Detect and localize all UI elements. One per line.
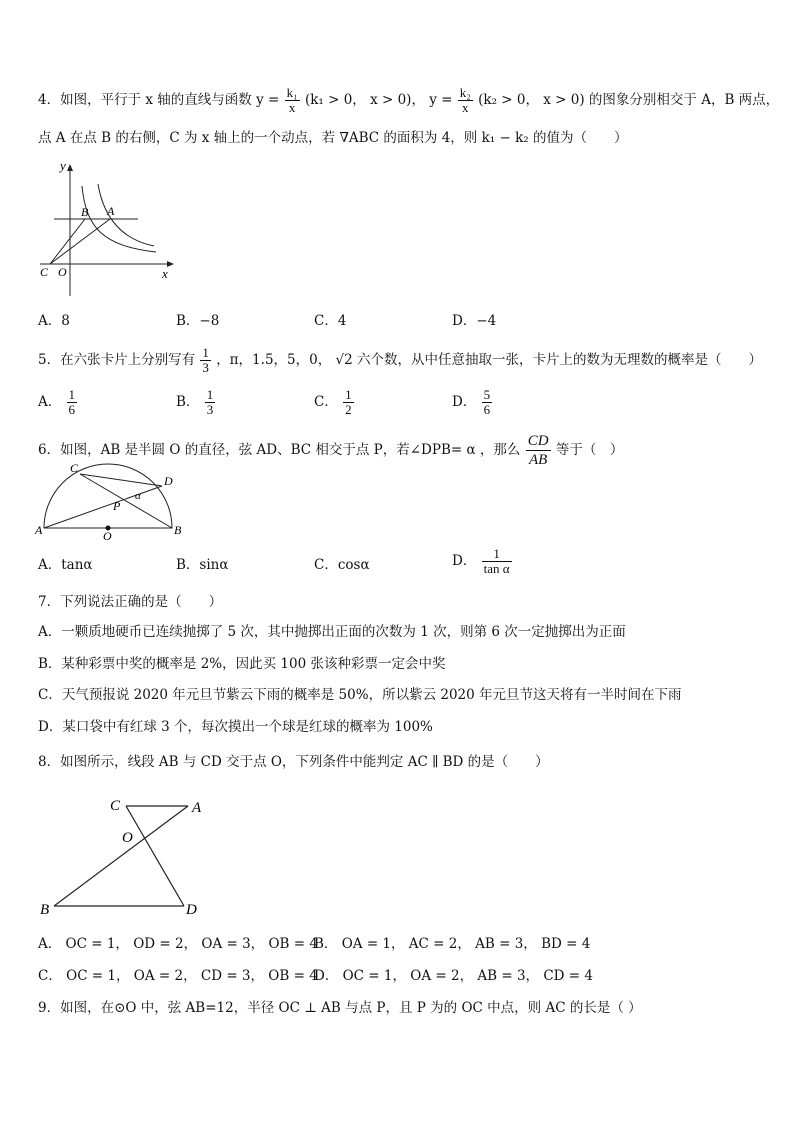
q6-frac-denominator: AB: [528, 452, 548, 468]
q8-option-d: D． OC = 1， OA = 2， AB = 3， CD = 4: [314, 968, 593, 984]
q6-option-d-label: D．: [452, 553, 477, 569]
q6-stem-part1: 6．如图，AB 是半圆 O 的直径，弦 AD、BC 相交于点 P，若∠DPB= α ，那么: [38, 442, 521, 458]
q4-figure: [38, 158, 178, 298]
q6-label-D: D: [164, 474, 173, 488]
q4-frac2-numerator: k₂: [459, 85, 471, 100]
q4-label-A: A: [107, 204, 115, 218]
q5-stem-part3: 六个数，从中任意抽取一张，卡片上的数为无理数的概率是（ ）: [357, 352, 763, 368]
q6-option-d-fraction: [482, 547, 512, 576]
q5-option-a-fraction: [67, 388, 78, 417]
q6-label-O: O: [103, 529, 112, 542]
q4-option-b: B．−8: [176, 313, 220, 329]
q6-frac-numerator: CD: [527, 433, 549, 449]
q8-stem: 8．如图所示，线段 AB 与 CD 交于点 O，下列条件中能判定 AC ∥ BD 的是（ ）: [38, 754, 549, 770]
q4-y-arrow-icon: [67, 164, 73, 171]
q4-option-a: A．8: [38, 313, 70, 329]
q5-frac-numerator: 1: [202, 345, 209, 360]
q5-option-d-label: D．: [452, 394, 477, 410]
q5-option-b: [176, 388, 216, 417]
q4-option-c: C．4: [314, 313, 347, 329]
q6-label-P: P: [113, 499, 121, 513]
q4-label-C: C: [40, 265, 49, 279]
q6-chord-AD: [44, 486, 162, 528]
q6-label-C: C: [70, 461, 79, 475]
q6-option-d-num: 1: [482, 547, 512, 562]
q6-option-b: B．sinα: [176, 557, 229, 573]
q4-label-O: O: [58, 265, 67, 279]
q5-option-c: [314, 388, 355, 417]
q4-option-d: D．−4: [452, 313, 497, 329]
q4-label-y: y: [60, 158, 66, 173]
q5-option-a: [38, 388, 78, 417]
q8-segment-CD: [126, 806, 184, 906]
q6-stem-part2: 等于（ ）: [555, 442, 624, 458]
q8-label-O: O: [122, 830, 133, 846]
q8-option-a: A． OC = 1， OD = 2， OA = 3， OB = 4: [38, 936, 318, 952]
q7-stem: 7．下列说法正确的是（ ）: [38, 594, 223, 610]
q8-figure: [36, 790, 216, 920]
q4-x-arrow-icon: [167, 261, 174, 267]
q6-option-a: A．tanα: [38, 557, 93, 573]
q5-fraction: [200, 346, 211, 375]
q6-option-d-den: tan α: [483, 561, 510, 576]
q7-option-a: A．一颗质地硬币已连续抛掷了 5 次，其中抛掷出正面的次数为 1 次，则第 6 次一定抛掷出为正面: [38, 624, 626, 640]
q8-label-B: B: [40, 902, 50, 918]
q5-option-c-num: 1: [345, 387, 352, 402]
q8-label-C: C: [110, 798, 121, 814]
q6-option-d: [452, 547, 513, 576]
q5-option-d-fraction: [482, 388, 493, 417]
q6-semicircle: [44, 464, 172, 528]
q5-stem: [38, 346, 762, 375]
q5-option-d: [452, 388, 493, 417]
q8-label-A: A: [192, 800, 202, 816]
q4-condition-1: (k₁ > 0， x > 0)， y =: [304, 92, 453, 108]
q4-stem-part1: 4．如图，平行于 x 轴的直线与函数 y =: [38, 92, 280, 108]
q5-option-d-den: 6: [483, 402, 491, 417]
q8-segment-AB: [54, 806, 188, 906]
q4-condition-2: (k₂ > 0， x > 0) 的图象分别相交于 A，B 两点，: [478, 92, 780, 108]
q8-option-b: B． OA = 1， AC = 2， AB = 3， BD = 4: [314, 936, 591, 952]
q5-option-a-den: 6: [68, 402, 76, 417]
q4-frac1-denominator: x: [288, 100, 296, 115]
q5-sqrt: √2: [335, 352, 353, 368]
q8-label-D: D: [186, 902, 197, 918]
q5-stem-part1: 5．在六张卡片上分别写有: [38, 352, 196, 368]
q7-option-b: B．某种彩票中奖的概率是 2%，因此买 100 张该种彩票一定会中奖: [38, 656, 446, 672]
q5-option-d-num: 5: [483, 387, 491, 402]
q6-chord-BC: [80, 474, 172, 528]
q4-fraction-2: [458, 86, 473, 115]
q4-stem-line2: 点 A 在点 B 的右侧，C 为 x 轴上的一个动点，若 ∇ABC 的面积为 4，则 k₁ − k₂ 的值为（ ）: [38, 130, 628, 146]
q5-frac-denominator: 3: [202, 360, 209, 375]
q4-fraction-1: [285, 86, 300, 115]
q7-option-d: D．某口袋中有红球 3 个，每次摸出一个球是红球的概率为 100%: [38, 719, 433, 735]
q5-option-b-num: 1: [206, 387, 214, 402]
q5-option-c-den: 2: [345, 402, 352, 417]
q4-stem-line1: [38, 86, 779, 115]
q4-frac1-numerator: k₁: [286, 85, 298, 100]
q5-option-b-label: B．: [176, 394, 200, 410]
q7-option-c: C．天气预报说 2020 年元旦节紫云下雨的概率是 50%，所以紫云 2020 年元旦节这天将有一半时间在下雨: [38, 687, 682, 703]
q6-option-c: C．cosα: [314, 557, 370, 573]
q4-frac2-denominator: x: [462, 100, 469, 115]
q5-option-b-fraction: [205, 388, 216, 417]
q5-option-a-num: 1: [68, 387, 76, 402]
q5-option-a-label: A．: [38, 394, 62, 410]
q6-label-A: A: [35, 523, 43, 537]
q6-label-alpha: α: [135, 490, 141, 502]
q4-label-x: x: [162, 266, 168, 281]
q5-option-c-label: C．: [314, 394, 338, 410]
q5-option-c-fraction: [343, 388, 354, 417]
q4-label-B: B: [81, 205, 89, 219]
q5-option-b-den: 3: [206, 402, 214, 417]
q6-label-B: B: [174, 523, 182, 537]
q6-fraction: [526, 432, 551, 469]
q6-figure: [34, 460, 184, 542]
q9-stem: 9．如图，在⊙O 中，弦 AB=12，半径 OC ⊥ AB 与点 P，且 P 为的 OC 中点，则 AC 的长是（ ）: [38, 1000, 642, 1016]
q5-stem-part2: ，π，1.5，5，0，: [216, 352, 332, 368]
q8-option-c: C． OC = 1， OA = 2， CD = 3， OB = 4: [38, 968, 318, 984]
